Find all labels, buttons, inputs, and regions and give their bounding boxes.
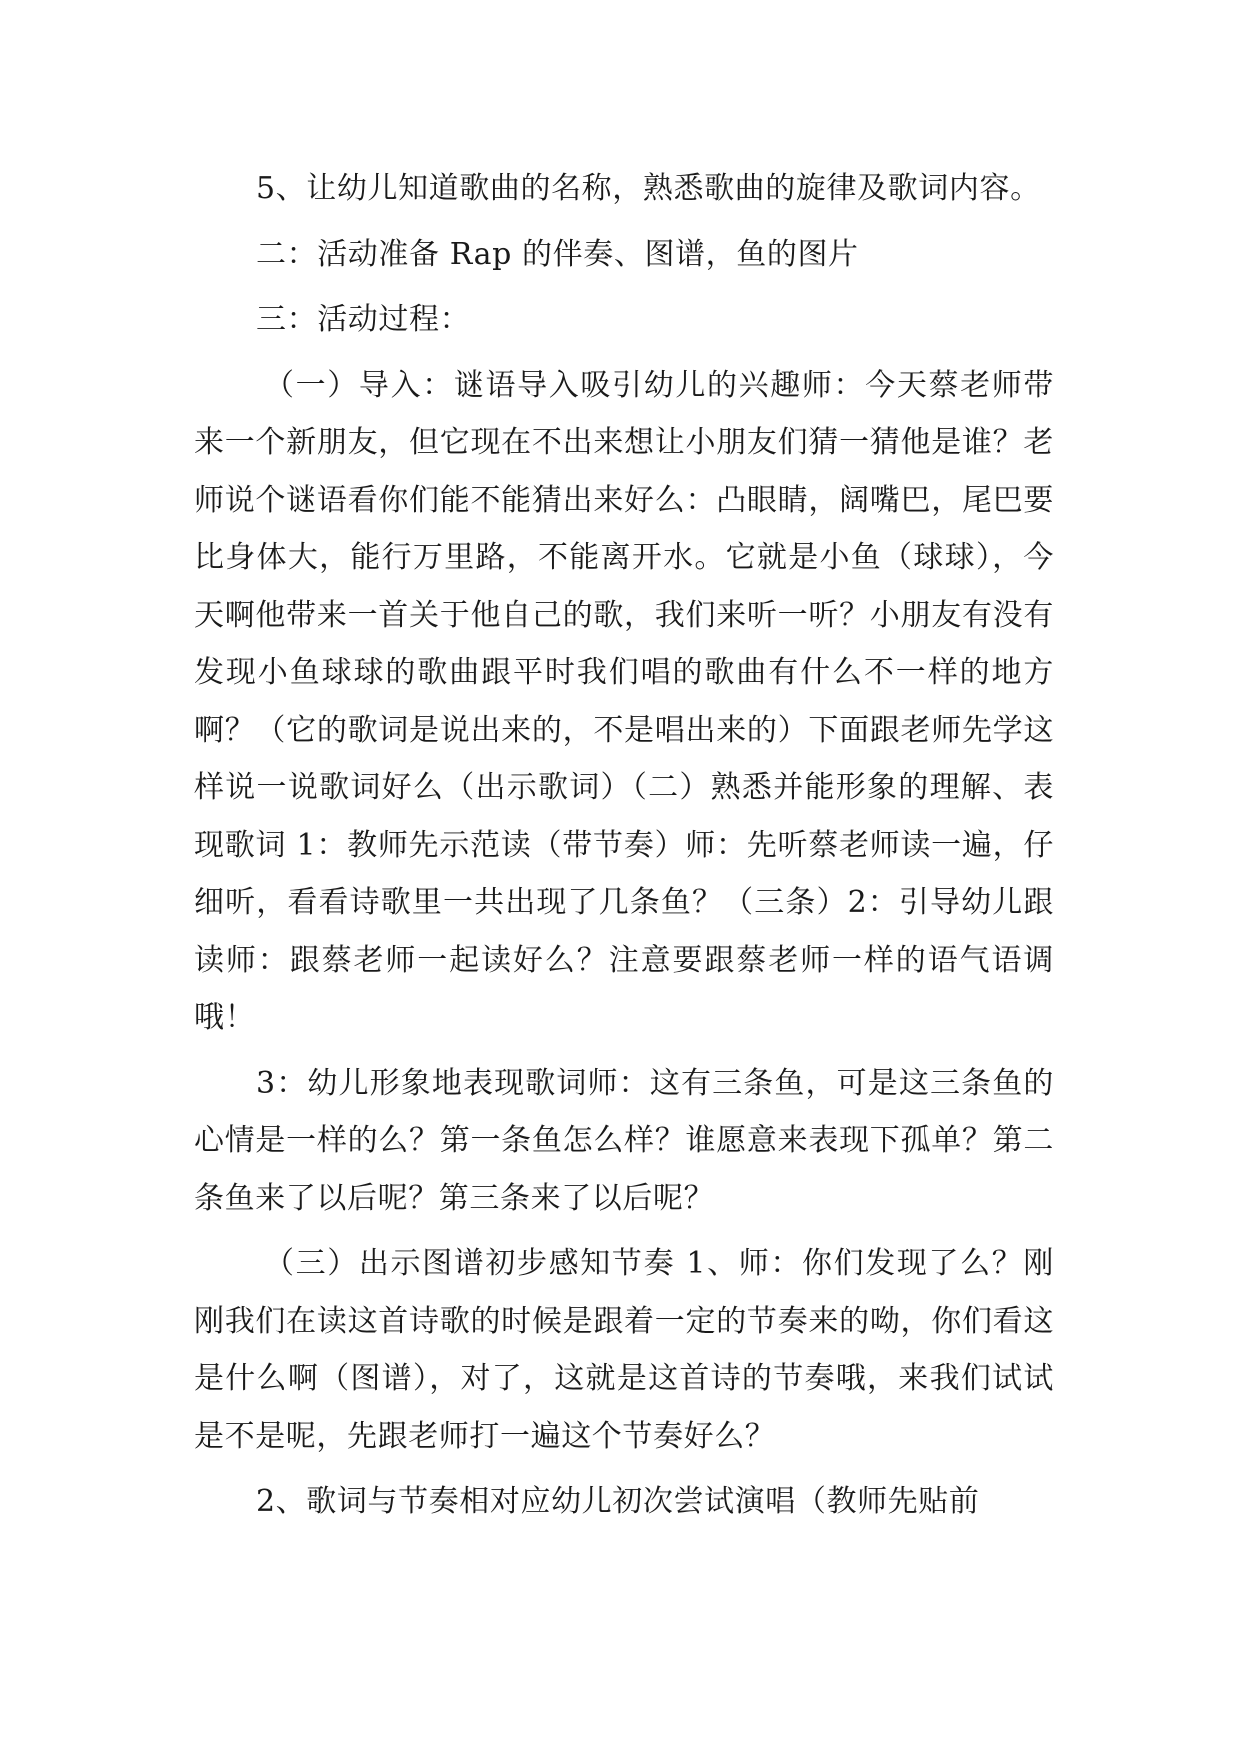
- paragraph-goal-5: 5、让幼儿知道歌曲的名称，熟悉歌曲的旋律及歌词内容。: [256, 171, 1041, 206]
- paragraph-intro-riddle: （一）导入：谜语导入吸引幼儿的兴趣师：今天蔡老师带来一个新朋友，但它现在不出来想让小朋友们猜一猜他是谁？老师说个谜语看你们能不能猜出来好么：凸眼睛，阔嘴巴，尾巴要比身体大，能行万里路，不能离开水。它就是小鱼（球球），今天啊他带来一首关于他自己的歌，我们来听一听？小朋友有没有发现小鱼球球的歌曲跟平时我们唱的歌曲有什么不一样的地方啊？（它的歌词是说出来的，不是唱出来的）下面跟老师先学这样说一说歌词好么（出示歌词）（二）熟悉并能形象的理解、表现歌词 1：教师先示范读（带节奏）师：先听蔡老师读一遍，仔细听，看看诗歌里一共出现了几条鱼？（三条）2：引导幼儿跟读师：跟蔡老师一起读好么？注意要跟蔡老师一样的语气语调哦！: [194, 367, 1054, 1035]
- document-body: [194, 160, 1054, 1531]
- paragraph-lyrics-rhythm: 2、歌词与节奏相对应幼儿初次尝试演唱（教师先贴前: [256, 1484, 980, 1519]
- paragraph-rhythm-chart: （三）出示图谱初步感知节奏 1、师：你们发现了么？刚刚我们在读这首诗歌的时候是跟着一定的节奏来的呦，你们看这是什么啊（图谱），对了，这就是这首诗的节奏哦，来我们试试是不是呢，先跟老师打一遍这个节奏好么？: [194, 1246, 1054, 1454]
- paragraph-process-heading: 三：活动过程：: [256, 302, 471, 337]
- paragraph-preparation: 二：活动准备 Rap 的伴奏、图谱，鱼的图片: [256, 236, 859, 272]
- paragraph-express-lyrics: 3：幼儿形象地表现歌词师：这有三条鱼，可是这三条鱼的心情是一样的么？第一条鱼怎么样？谁愿意来表现下孤单？第二条鱼来了以后呢？第三条来了以后呢？: [194, 1065, 1054, 1216]
